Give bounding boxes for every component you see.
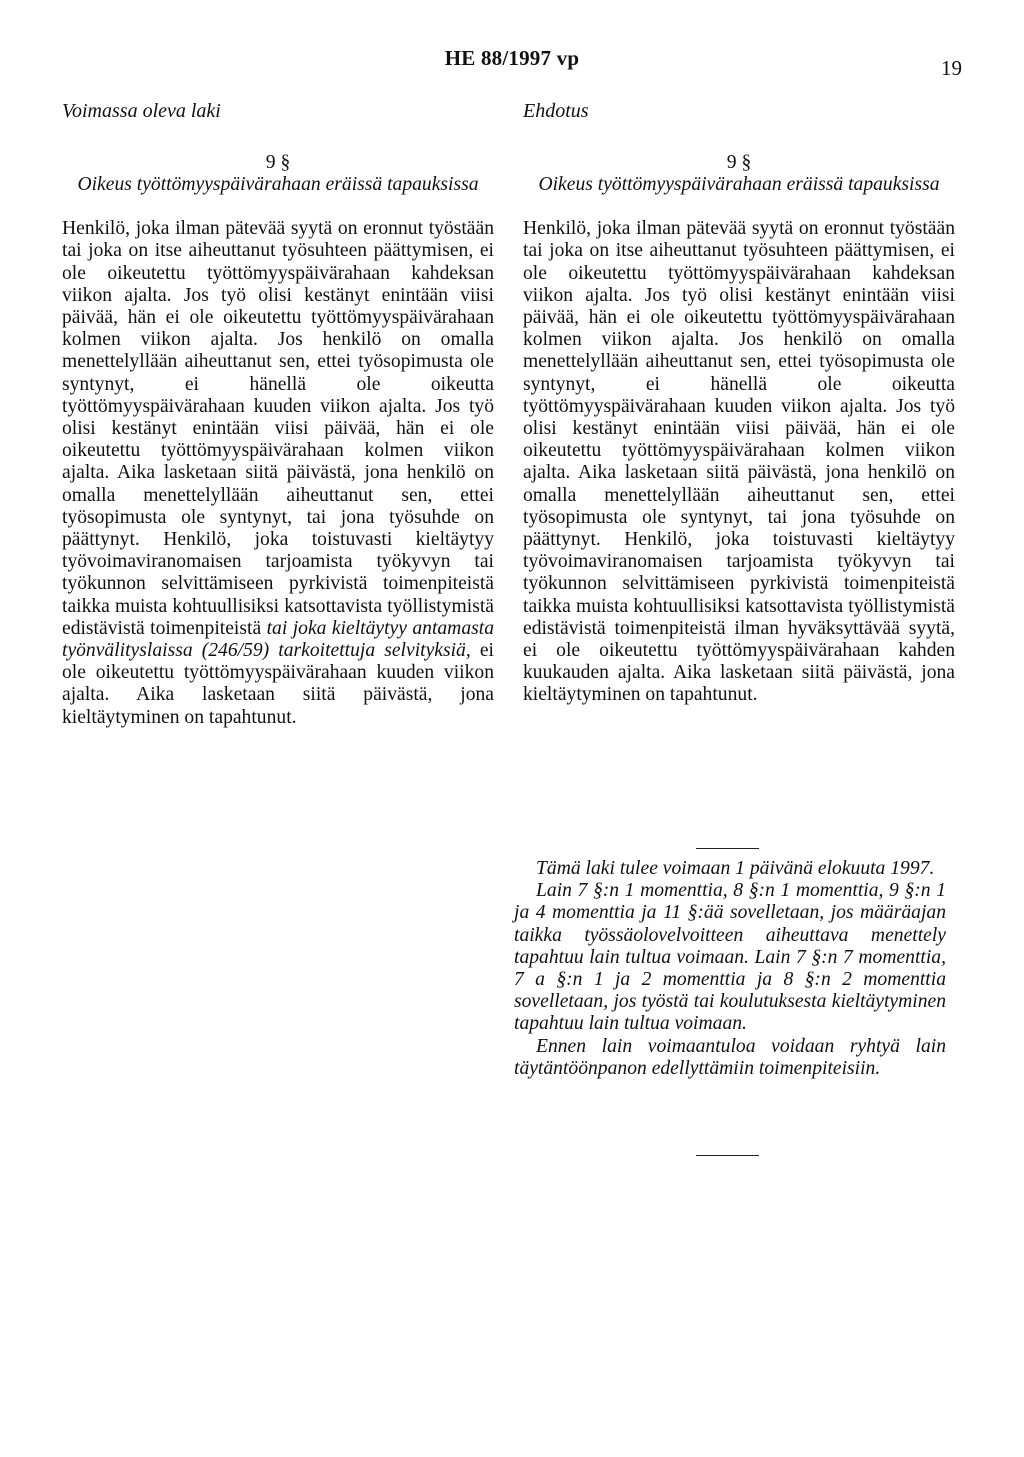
page-header-title: HE 88/1997 vp [444,46,580,70]
section-title: Oikeus työttömyyspäivärahaan eräissä tapauksissa [538,174,940,195]
final-provisions [514,858,946,1080]
body-text-part: ei ole oikeutettu työttömyyspäivärahaan kuuden viikon ajalta. Aika lasketaan siitä päivästä, jona kieltäytyminen on tapahtunut. [62,640,494,728]
final-paragraph: Lain 7 §:n 1 momenttia, 8 §:n 1 momenttia, 9 §:n 1 ja 4 momenttia ja 11 §:ää sovelletaan, jos määräajan taikka työssäolovelvoitteen aiheuttava menettely tapahtuu lain tultua voimaan. Lain 7 §:n 7 momenttia, 7 a §:n 1 ja 2 momenttia ja 8 §:n 2 momenttia sovelletaan, jos työstä tai koulutuksesta kieltäytyminen tapahtuu lain tultua voimaan. [514,880,946,1035]
section-body [523,218,955,706]
section-paragraph: Henkilö, joka ilman pätevää syytä on eronnut työstään tai joka on itse aiheuttanut työsuhteen päättymisen, ei ole oikeutettu työttömyyspäivärahaan kahdeksan viikon ajalta. Jos työ olisi kestänyt enintään viisi päivää, hän ei ole oikeutettu työttömyyspäivärahaan kolmen viikon ajalta. Jos henkilö on omalla menettelyllään aiheuttanut sen, ettei työsopimusta ole syntynyt, ei hänellä ole oikeutta työttömyyspäivärahaan kuuden viikon ajalta. Jos työ olisi kestänyt enintään viisi päivää, hän ei ole oikeutettu työttömyyspäivärahaan kolmen viikon ajalta. Aika lasketaan siitä päivästä, jona henkilö on omalla menettelyllään aiheuttanut sen, ettei työsopimusta ole syntynyt, tai jona työsuhde on päättynyt. Henkilö, joka toistuvasti kieltäytyy työvoimaviranomaisen tarjoamista työkyvyn tai työkunnon selvittämiseen pyrkivistä toimenpiteistä taikka muista kohtuullisiksi katsottavista työllistymistä edistävistä toimenpiteistä ilman hyväksyttävää syytä, ei ole oikeutettu työttömyyspäivärahaan kahden kuukauden ajalta. Aika lasketaan siitä päivästä, jona kieltäytyminen on tapahtunut. [523,218,955,706]
right-column-label: Ehdotus [523,100,589,122]
body-text-italic: tai joka kieltäytyy antamasta työnvälityslaissa (246/59) tarkoitettuja selvityksiä, [62,617,494,662]
section-title: Oikeus työttömyyspäivärahaan eräissä tapauksissa [77,174,479,195]
final-paragraph: Tämä laki tulee voimaan 1 päivänä elokuuta 1997. [536,858,935,879]
left-column-label: Voimassa oleva laki [62,100,221,122]
final-paragraph: Ennen lain voimaantuloa voidaan ryhtyä lain täytäntöönpanon edellyttämiin toimenpiteisiin. [514,1035,946,1079]
page-number: 19 [941,56,962,80]
section-paragraph [62,218,494,729]
divider-rule [696,1155,759,1156]
current-law-column [62,152,494,729]
section-number: 9 § [726,152,752,173]
body-text-part: Henkilö, joka ilman pätevää syytä on eronnut työstään tai joka on itse aiheuttanut työsuhteen päättymisen, ei ole oikeutettu työttömyyspäivärahaan kahdeksan viikon ajalta. Jos työ olisi kestänyt enintään viisi päivää, hän ei ole oikeutettu työttömyyspäivärahaan kolmen viikon ajalta. Jos henkilö on omalla menettelyllään aiheuttanut sen, ettei työsopimusta ole syntynyt, ei hänellä ole oikeutta työttömyyspäivärahaan kuuden viikon ajalta. Jos työ olisi kestänyt enintään viisi päivää, hän ei ole oikeutettu työttömyyspäivärahaan kolmen viikon ajalta. Aika lasketaan siitä päivästä, jona henkilö on omalla menettelyllään aiheuttanut sen, ettei työsopimusta ole syntynyt, tai jona työsuhde on päättynyt. Henkilö, joka toistuvasti kieltäytyy työvoimaviranomaisen tarjoamista työkyvyn tai työkunnon selvittämiseen pyrkivistä toimenpiteistä taikka muista kohtuullisiksi katsottavista työllistymistä edistävistä toimenpiteistä [62,218,494,639]
proposal-column [523,152,955,707]
section-body [62,218,494,729]
divider-rule [696,848,759,849]
section-number: 9 § [265,152,291,173]
